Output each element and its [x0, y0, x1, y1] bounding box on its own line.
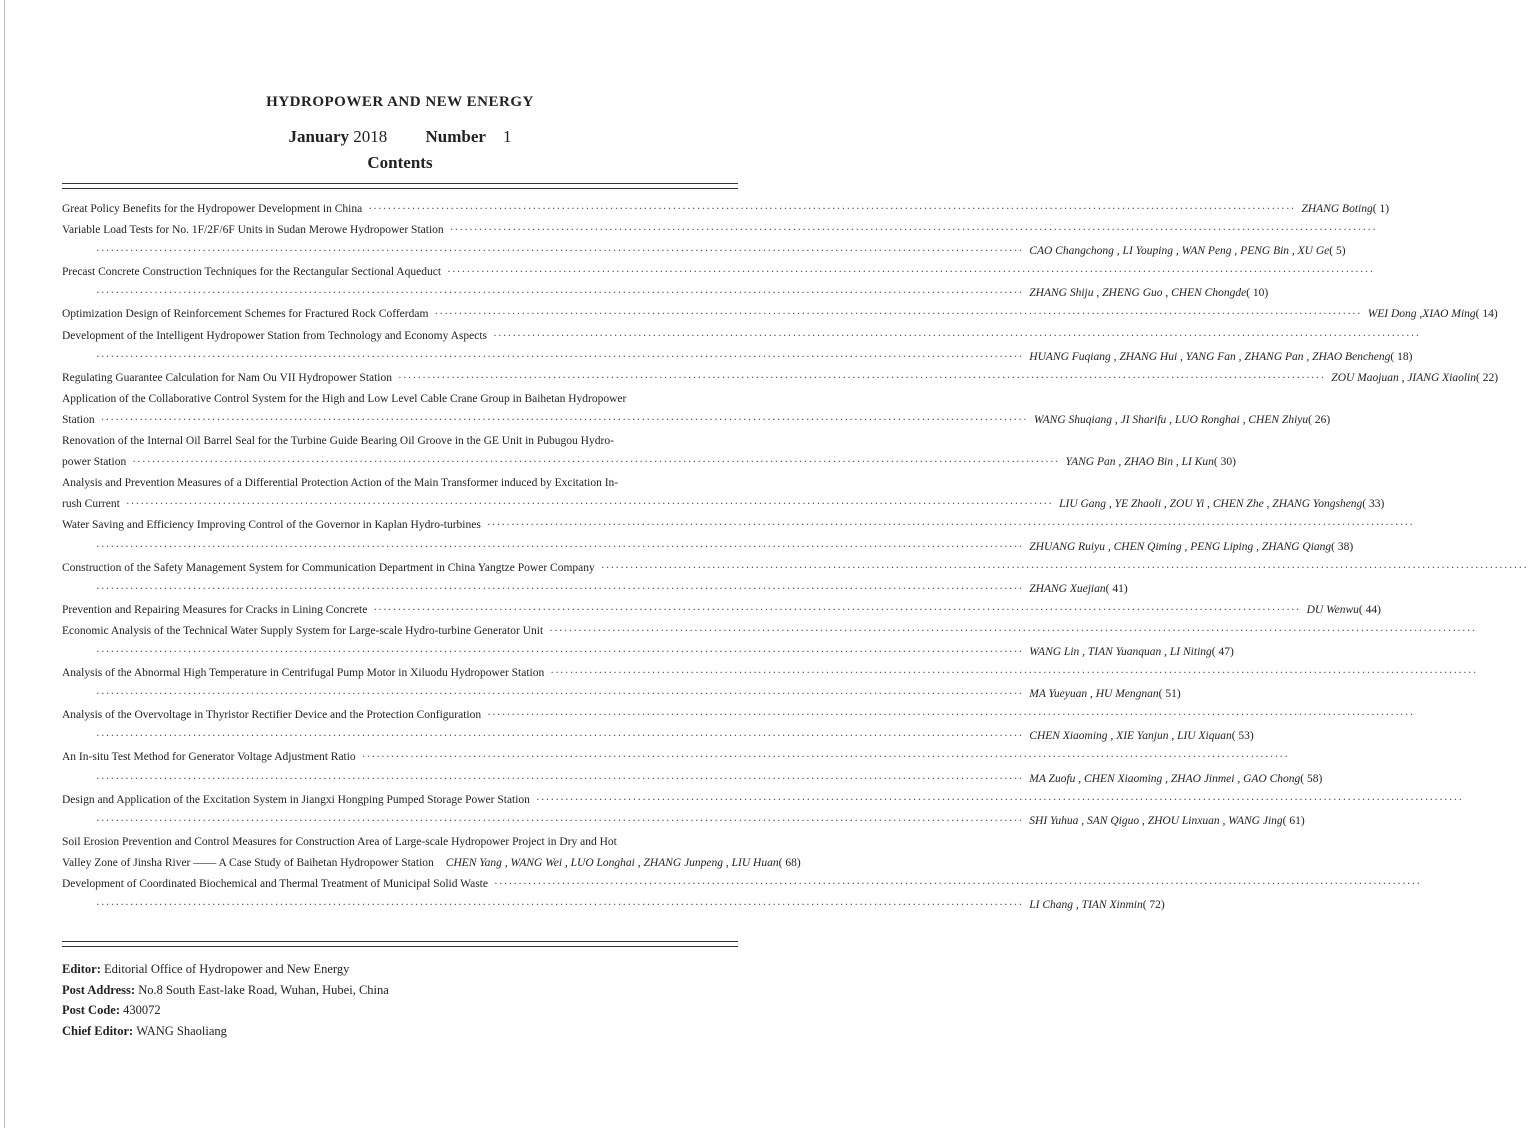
issue-number-label: Number — [425, 127, 486, 146]
toc-entry-authors: DU Wenwu — [1306, 603, 1359, 616]
toc-leader-dots — [132, 452, 1059, 473]
toc-line-continuation — [62, 241, 1346, 262]
toc-line — [62, 558, 738, 579]
editor-label: Editor — [62, 962, 97, 976]
toc-entry-title: Analysis of the Abnormal High Temperature in Centrifugal Pump Motor in Xiluodu Hydropower Station — [62, 667, 545, 680]
toc-line — [62, 600, 1381, 621]
toc-entry-title: Station — [62, 413, 95, 426]
toc-entry-page: ( 44) — [1358, 603, 1381, 616]
toc-line — [62, 431, 738, 452]
toc-entry-page: ( 1) — [1372, 203, 1390, 215]
toc-entry-title: Regulating Guarantee Calculation for Nam Ou VII Hydropower Station — [62, 371, 393, 384]
toc-line — [62, 304, 1498, 325]
toc-leader-dots — [96, 726, 1023, 747]
toc-line — [62, 874, 738, 895]
toc-entry-authors: ZHUANG Ruiyu , CHEN Qiming , PENG Liping , ZHANG Qiang — [1029, 540, 1332, 553]
issue-number: 1 — [502, 127, 512, 146]
post-code-value: 430072 — [123, 1003, 161, 1017]
toc-entry-title: Analysis and Prevention Measures of a Differential Protection Action of the Main Transformer induced by Excitation In- — [62, 477, 619, 490]
toc-line — [62, 747, 738, 768]
toc-entry-page: ( 10) — [1246, 287, 1269, 300]
toc-entry-title: Great Policy Benefits for the Hydropower Development in China — [62, 203, 363, 215]
toc-line-continuation — [62, 726, 1254, 747]
toc-entry-title: Analysis of the Overvoltage in Thyristor Rectifier Device and the Protection Configuration — [62, 709, 482, 722]
toc-line — [62, 705, 738, 726]
toc-line-continuation — [62, 537, 1354, 558]
post-address-label: Post Address — [62, 982, 131, 997]
toc-leader-dots — [487, 515, 1414, 536]
toc-leader-dots — [601, 558, 1528, 579]
toc-leader-dots — [96, 684, 1023, 705]
toc-line — [62, 389, 738, 410]
toc-leader-dots — [398, 368, 1325, 389]
toc-leader-dots — [536, 790, 1463, 811]
toc-entry-title: Design and Application of the Excitation System in Jiangxi Hongping Pumped Storage Power Station — [62, 793, 530, 806]
toc-leader-dots — [434, 304, 1361, 325]
toc-line — [62, 663, 738, 684]
toc-line — [62, 832, 738, 853]
toc-entry-title: Soil Erosion Prevention and Control Measures for Construction Area of Large-scale Hydropower Project in Dry and Hot — [62, 835, 617, 848]
toc-entry-page: ( 53) — [1231, 730, 1254, 743]
toc-entry-page: ( 38) — [1331, 540, 1354, 553]
toc-line — [62, 410, 1331, 431]
toc-entry-title: Precast Concrete Construction Techniques for the Rectangular Sectional Aqueduct — [62, 266, 442, 279]
top-rule-secondary — [62, 188, 738, 189]
bottom-rule — [62, 941, 738, 942]
toc-line — [62, 452, 1236, 473]
toc-entry-page: ( 18) — [1390, 350, 1413, 363]
post-address-row: Post Address: No.8 South East-lake Road, Wuhan, Hubei, China — [62, 982, 389, 997]
toc-entry-authors: HUANG Fuqiang , ZHANG Hui , YANG Fan , ZHANG Pan , ZHAO Bencheng — [1029, 350, 1391, 363]
toc-entry-title: Valley Zone of Jinsha River —— A Case Study of Baihetan Hydropower Station — [62, 856, 434, 869]
toc-line — [62, 515, 738, 536]
toc-leader-dots — [96, 283, 1023, 304]
toc-entry-authors: ZHANG Boting — [1301, 203, 1373, 215]
toc-entry-title: power Station — [62, 456, 127, 469]
editor-row: Editor: Editorial Office of Hydropower and New Energy — [62, 962, 350, 976]
editor-value: Editorial Office of Hydropower and New Energy — [104, 962, 350, 976]
toc-entry-title: rush Current — [62, 498, 120, 511]
toc-entry-page: ( 61) — [1282, 814, 1305, 827]
toc-leader-dots — [368, 199, 1295, 220]
toc-leader-dots — [450, 220, 1377, 241]
toc-leader-dots — [487, 705, 1414, 726]
toc-entry-page: ( 33) — [1362, 498, 1385, 511]
post-code-row: Post Code: 430072 — [62, 1003, 161, 1017]
contents-heading: Contents — [367, 153, 433, 172]
toc-line-continuation — [62, 347, 1413, 368]
toc-entry-authors: YANG Pan , ZHAO Bin , LI Kun — [1065, 456, 1214, 469]
toc-entry-page: ( 22) — [1476, 371, 1499, 384]
toc-entry-title: Water Saving and Efficiency Improving Control of the Governor in Kaplan Hydro-turbines — [62, 519, 481, 532]
toc-leader-dots — [550, 663, 1477, 684]
top-rule — [62, 183, 738, 184]
toc-line — [62, 473, 738, 494]
toc-entry-authors: SHI Yuhua , SAN Qiguo , ZHOU Linxuan , WANG Jing — [1029, 814, 1283, 827]
toc-leader-dots — [96, 347, 1023, 368]
toc-line-continuation — [62, 811, 1305, 832]
toc-line — [62, 368, 1499, 389]
toc-entry-authors: MA Zuofu , CHEN Xiaoming , ZHAO Jinmei , GAO Chong — [1029, 772, 1301, 785]
toc-leader-dots — [96, 811, 1023, 832]
toc-leader-dots — [101, 410, 1028, 431]
toc-line-continuation — [62, 895, 1165, 916]
toc-entry-authors: CAO Changchong , LI Youping , WAN Peng , PENG Bin , XU Ge — [1029, 245, 1330, 258]
toc-entry-authors: WEI Dong ,XIAO Ming — [1367, 308, 1476, 321]
toc-leader-dots — [96, 769, 1023, 790]
toc-entry-page: ( 58) — [1300, 772, 1323, 785]
chief-editor-value: WANG Shaoliang — [136, 1023, 227, 1038]
toc-leader-dots — [549, 621, 1476, 642]
issue-line — [0, 127, 800, 147]
chief-editor-label: Chief Editor — [62, 1023, 130, 1038]
toc-line-continuation — [62, 684, 1181, 705]
toc-entry-title: Renovation of the Internal Oil Barrel Seal for the Turbine Guide Bearing Oil Groove in the GE Unit in Pubugou Hydro- — [62, 435, 614, 448]
post-address-value: No.8 South East-lake Road, Wuhan, Hubei, China — [138, 982, 389, 997]
toc-leader-dots — [447, 262, 1374, 283]
toc-entry-authors: LIU Gang , YE Zhaoli , ZOU Yi , CHEN Zhe , ZHANG Yongsheng — [1059, 498, 1363, 511]
toc-line-continuation — [62, 283, 1269, 304]
toc-entry-page: ( 51) — [1158, 688, 1181, 701]
masthead — [62, 959, 389, 1041]
toc-line — [62, 853, 801, 874]
toc-line-continuation — [62, 579, 1128, 600]
toc-leader-dots — [493, 326, 1420, 347]
toc-entry-authors: ZOU Maojuan , JIANG Xiaolin — [1331, 371, 1476, 384]
toc-entry-authors: WANG Shuqiang , JI Sharifu , LUO Ronghai , CHEN Zhiyu — [1033, 413, 1309, 426]
toc-leader-dots — [96, 241, 1023, 262]
toc-line — [62, 494, 1385, 515]
toc-leader-dots — [494, 874, 1421, 895]
journal-title: HYDROPOWER AND NEW ENERGY — [266, 94, 534, 110]
toc-entry-page: ( 5) — [1329, 245, 1346, 258]
toc-line — [62, 262, 738, 283]
toc-entry-authors: CHEN Xiaoming , XIE Yanjun , LIU Xiquan — [1029, 730, 1232, 743]
chief-editor-row: Chief Editor: WANG Shaoliang — [62, 1023, 227, 1038]
issue-month: January — [288, 127, 349, 146]
toc-entry-title: Construction of the Safety Management System for Communication Department in China Yangtze Power Company — [62, 561, 595, 574]
toc-leader-dots — [126, 494, 1053, 515]
table-of-contents — [62, 199, 1499, 916]
toc-leader-dots — [96, 579, 1023, 600]
toc-entry-page: ( 30) — [1213, 456, 1236, 469]
toc-entry-page: ( 14) — [1475, 308, 1498, 321]
toc-entry-page: ( 72) — [1142, 899, 1165, 912]
toc-entry-title: An In-situ Test Method for Generator Voltage Adjustment Ratio — [62, 751, 356, 764]
toc-entry-authors: ZHANG Xuejian — [1029, 582, 1106, 595]
toc-entry-authors: CHEN Yang , WANG Wei , LUO Longhai , ZHANG Junpeng , LIU Huan — [445, 856, 779, 869]
toc-leader-dots — [373, 600, 1300, 621]
toc-entry-page: ( 68) — [778, 856, 801, 869]
toc-leader-dots — [96, 895, 1023, 916]
toc-entry-page: ( 41) — [1105, 582, 1128, 595]
toc-entry-title: Optimization Design of Reinforcement Schemes for Fractured Rock Cofferdam — [62, 308, 429, 321]
toc-line — [62, 326, 738, 347]
toc-entry-title: Development of Coordinated Biochemical and Thermal Treatment of Municipal Solid Waste — [62, 878, 488, 890]
toc-entry-title: Economic Analysis of the Technical Water Supply System for Large-scale Hydro-turbine Generator Unit — [62, 624, 544, 637]
toc-entry-page: ( 26) — [1308, 413, 1331, 426]
toc-line — [62, 199, 1390, 220]
toc-line — [62, 621, 738, 642]
toc-entry-authors: MA Yueyuan , HU Mengnan — [1029, 688, 1159, 701]
post-code-label: Post Code — [62, 1003, 116, 1017]
toc-leader-dots — [96, 642, 1023, 663]
toc-leader-dots — [362, 747, 1289, 768]
toc-entry-authors: WANG Lin , TIAN Yuanquan , LI Niting — [1029, 645, 1212, 658]
bottom-rule-secondary — [62, 946, 738, 947]
toc-entry-authors: LI Chang , TIAN Xinmin — [1029, 899, 1143, 912]
toc-entry-title: Development of the Intelligent Hydropower Station from Technology and Economy Aspects — [62, 329, 488, 342]
toc-entry-title: Variable Load Tests for No. 1F/2F/6F Units in Sudan Merowe Hydropower Station — [62, 224, 444, 237]
toc-leader-dots — [96, 537, 1023, 558]
issue-year: 2018 — [353, 127, 388, 146]
toc-line — [62, 790, 738, 811]
toc-line-continuation — [62, 769, 1323, 790]
toc-entry-title: Application of the Collaborative Control System for the High and Low Level Cable Crane Group in Baihetan Hydropower — [62, 392, 627, 405]
toc-line-continuation — [62, 642, 1234, 663]
toc-line — [62, 220, 738, 241]
toc-entry-page: ( 47) — [1211, 645, 1234, 658]
toc-entry-title: Prevention and Repairing Measures for Cracks in Lining Concrete — [62, 603, 368, 616]
toc-entry-authors: ZHANG Shiju , ZHENG Guo , CHEN Chongde — [1029, 287, 1247, 300]
